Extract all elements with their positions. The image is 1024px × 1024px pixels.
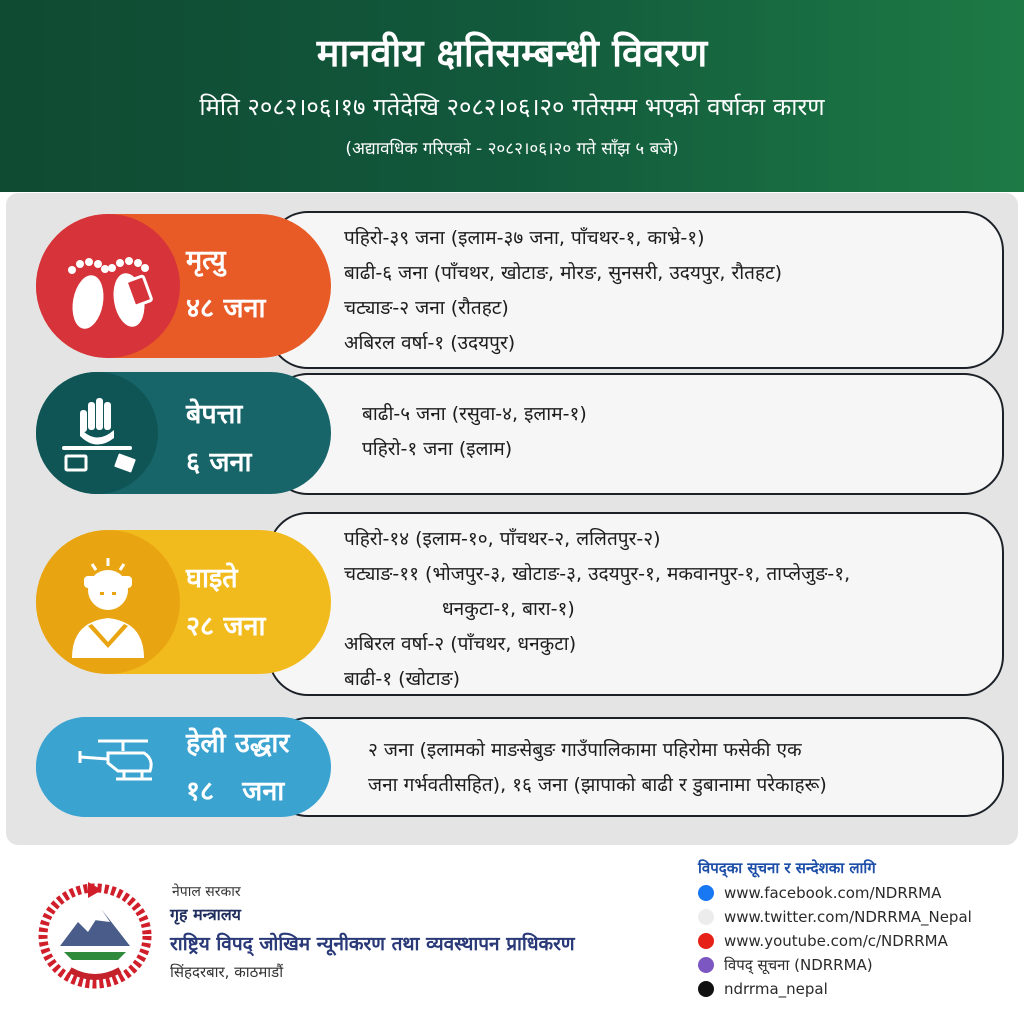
detail-line: धनकुटा-१, बारा-१) xyxy=(442,598,575,620)
injured-pill xyxy=(36,530,331,674)
injured-count: २८ जना xyxy=(186,611,266,642)
footprints-icon xyxy=(36,214,180,358)
rescue-pill xyxy=(36,717,331,817)
header-banner xyxy=(0,0,1024,192)
ministry-name: गृह मन्त्रालय xyxy=(170,905,241,924)
drowning-hand-icon xyxy=(36,372,158,494)
detail-line: पहिरो-३९ जना (इलाम-३७ जना, पाँचथर-१, काभ्रे-१) xyxy=(344,227,705,249)
injured-details-card xyxy=(268,512,1004,696)
detail-line: अबिरल वर्षा-२ (पाँचथर, धनकुटा) xyxy=(344,633,577,655)
rescue-details-card xyxy=(268,717,1004,817)
detail-line: बाढी-५ जना (रसुवा-४, इलाम-१) xyxy=(362,403,587,425)
death-count: ४८ जना xyxy=(186,293,266,324)
injured-person-icon xyxy=(36,530,180,674)
detail-line: २ जना (इलामको माङसेबुङ गाउँपालिकामा पहिरोमा फसेकी एक xyxy=(368,739,802,761)
detail-line: बाढी-६ जना (पाँचथर, खोटाङ, मोरङ, सुनसरी, उदयपुर, रौतहट) xyxy=(344,262,783,284)
viber-icon xyxy=(698,957,714,973)
viber-link-text: विपद् सूचना (NDRRMA) xyxy=(724,956,873,974)
death-details-card xyxy=(268,211,1004,369)
rescue-label: हेली उद्धार xyxy=(186,728,290,759)
missing-count: ६ जना xyxy=(186,447,252,478)
missing-details-card xyxy=(268,373,1004,495)
injured-label: घाइते xyxy=(186,563,238,594)
detail-line: पहिरो-१४ (इलाम-१०, पाँचथर-२, ललितपुर-२) xyxy=(344,528,661,550)
x-twitter-icon xyxy=(698,909,714,925)
facebook-icon xyxy=(698,885,714,901)
missing-label: बेपत्ता xyxy=(186,399,243,430)
detail-line: बाढी-१ (खोटाङ) xyxy=(344,668,461,690)
page-title: मानवीय क्षतिसम्बन्धी विवरण xyxy=(316,31,708,75)
youtube-icon xyxy=(698,933,714,949)
tiktok-link-text: ndrrma_nepal xyxy=(724,980,828,998)
address: सिंहदरबार, काठमाडौं xyxy=(170,963,284,981)
twitter-link-text: www.twitter.com/NDRRMA_Nepal xyxy=(724,908,972,926)
twitter-link[interactable] xyxy=(698,906,972,928)
helicopter-icon xyxy=(58,717,158,817)
youtube-link[interactable] xyxy=(698,930,948,952)
detail-line: चट्याङ-११ (भोजपुर-३, खोटाङ-३, उदयपुर-१, मकवानपुर-१, ताप्लेजुङ-१, xyxy=(344,563,851,585)
authority-name: राष्ट्रिय विपद् जोखिम न्यूनीकरण तथा व्यवस्थापन प्राधिकरण xyxy=(170,933,575,955)
death-circle xyxy=(36,214,180,358)
facebook-link[interactable] xyxy=(698,882,941,904)
detail-line: जना गर्भवतीसहित), १६ जना (झापाको बाढी र डुबानामा परेकाहरू) xyxy=(368,774,827,796)
page-subtitle: मिति २०८२।०६।१७ गतेदेखि २०८२।०६।२० गतेसम्म भएको वर्षाका कारण xyxy=(199,93,825,121)
government-emblem-icon xyxy=(30,872,160,992)
viber-link[interactable] xyxy=(698,954,873,976)
gov-name: नेपाल सरकार xyxy=(172,884,241,900)
facebook-link-text: www.facebook.com/NDRRMA xyxy=(724,884,942,902)
social-heading: विपद्का सूचना र सन्देशका लागि xyxy=(698,859,876,877)
detail-line: पहिरो-१ जना (इलाम) xyxy=(362,438,513,460)
missing-circle xyxy=(36,372,158,494)
update-note: (अद्यावधिक गरिएको - २०८२।०६।२० गते साँझ ५ बजे) xyxy=(345,139,679,159)
missing-pill xyxy=(36,372,331,494)
death-label: मृत्यु xyxy=(186,245,226,276)
detail-line: अबिरल वर्षा-१ (उदयपुर) xyxy=(344,332,516,354)
rescue-circle xyxy=(36,717,136,817)
injured-circle xyxy=(36,530,180,674)
detail-line: चट्याङ-२ जना (रौतहट) xyxy=(344,297,509,319)
tiktok-link[interactable] xyxy=(698,978,828,1000)
tiktok-icon xyxy=(698,981,714,997)
rescue-count: १८ जना xyxy=(186,776,285,807)
youtube-link-text: www.youtube.com/c/NDRRMA xyxy=(724,932,948,950)
death-pill xyxy=(36,214,331,358)
